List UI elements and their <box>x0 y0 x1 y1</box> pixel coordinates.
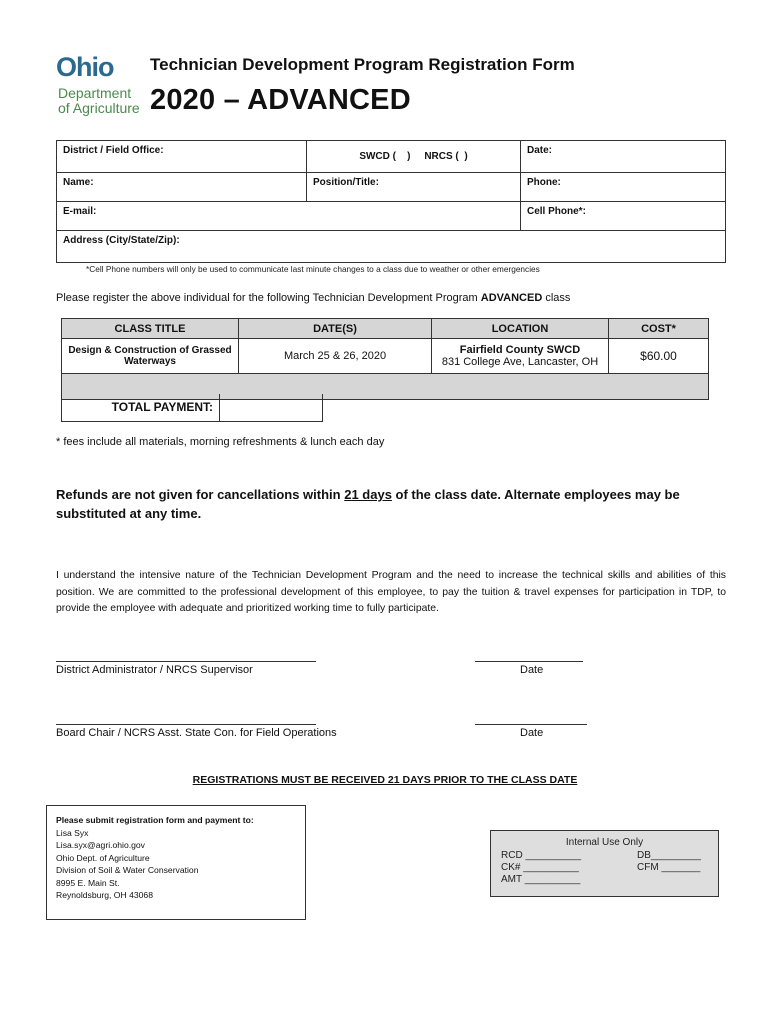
submit-heading: Please submit registration form and payment to: <box>56 815 254 825</box>
class-dates-cell: March 25 & 26, 2020 <box>239 339 432 374</box>
district-field[interactable]: District / Field Office: <box>57 141 307 173</box>
address-field[interactable]: Address (City/State/Zip): <box>57 231 726 263</box>
form-title: Technician Development Program Registration Form <box>150 55 575 74</box>
signature-line-supervisor[interactable] <box>56 661 316 662</box>
class-location-cell <box>432 339 609 374</box>
internal-ck: CK# __________ <box>501 862 579 873</box>
registration-deadline-notice: REGISTRATIONS MUST BE RECEIVED 21 DAYS PRIOR TO THE CLASS DATE <box>192 774 578 786</box>
name-field[interactable]: Name: <box>57 173 307 202</box>
header-dates: DATE(S) <box>239 319 432 339</box>
submit-line: Division of Soil & Water Conservation <box>56 865 199 875</box>
signature-label-board-chair: Board Chair / NCRS Asst. State Con. for Field Operations <box>56 727 337 739</box>
submit-line: 8995 E. Main St. <box>56 877 120 888</box>
submit-line: Lisa Syx <box>56 827 89 838</box>
commitment-statement: I understand the intensive nature of the Technician Development Program and the need to increase the technical skills and abilities of this position. We are committed to the professional development of this employee, to pay the tuition & travel expenses for participation in TDP, to provide the employee with adequate and prioritized working time to fully participate. <box>56 570 726 614</box>
date-label-board-chair: Date <box>520 727 544 739</box>
position-field[interactable]: Position/Title: <box>307 173 521 202</box>
class-cost-cell: $60.00 <box>609 339 709 374</box>
logo-letter-o: O <box>56 52 77 82</box>
total-payment-label: TOTAL PAYMENT: <box>62 394 220 421</box>
swcd-nrcs-choice[interactable]: SWCD ( ) NRCS ( ) <box>307 141 521 173</box>
total-payment-input[interactable] <box>221 394 322 421</box>
cell-phone-note: *Cell Phone numbers will only be used to communicate last minute changes to a class due to weather or other emergencies <box>86 264 540 274</box>
date-label-supervisor: Date <box>520 664 544 676</box>
class-table <box>61 318 709 400</box>
phone-field[interactable]: Phone: <box>521 173 726 202</box>
location-name: Fairfield County SWCD <box>459 344 581 356</box>
logo-word: hio <box>76 52 114 82</box>
header-location: LOCATION <box>432 319 609 339</box>
date-field[interactable]: Date: <box>521 141 726 173</box>
internal-use-title: Internal Use Only <box>565 837 644 848</box>
signature-line-board-chair[interactable] <box>56 724 316 725</box>
submit-line: Reynoldsburg, OH 43068 <box>56 890 153 900</box>
logo-dept-line1: Department <box>58 85 132 101</box>
submit-line: Ohio Dept. of Agriculture <box>56 852 150 863</box>
registrant-info-table <box>56 140 726 263</box>
submit-email: Lisa.syx@agri.ohio.gov <box>56 840 145 850</box>
internal-use-box <box>490 830 719 897</box>
email-field[interactable]: E-mail: <box>57 202 521 231</box>
location-address: 831 College Ave, Lancaster, OH <box>441 356 599 368</box>
internal-amt: AMT __________ <box>501 874 581 885</box>
header-class-title: CLASS TITLE <box>62 319 239 339</box>
internal-rcd: RCD __________ <box>501 850 582 861</box>
fees-note: * fees include all materials, morning refreshments & lunch each day <box>56 436 385 448</box>
date-line-board-chair[interactable] <box>475 724 587 725</box>
internal-db: DB_________ <box>637 850 701 861</box>
cell-phone-field[interactable]: Cell Phone*: <box>521 202 726 231</box>
ohio-agriculture-logo <box>56 52 146 122</box>
refund-policy: Refunds are not given for cancellations within 21 days of the class date. Alternate employees may be substituted at any time. <box>56 487 680 521</box>
header-cost: COST* <box>609 319 709 339</box>
form-subtitle: 2020 – ADVANCED <box>150 84 411 116</box>
submit-to-box <box>46 805 306 920</box>
class-title-cell: Design & Construction of Grassed Waterways <box>62 339 239 374</box>
register-instruction: Please register the above individual for the following Technician Development Program ADVANCED class <box>56 292 571 304</box>
signature-label-supervisor: District Administrator / NRCS Supervisor <box>56 664 253 676</box>
internal-cfm: CFM _______ <box>637 862 701 873</box>
date-line-supervisor[interactable] <box>475 661 583 662</box>
logo-dept-line2: of Agriculture <box>58 100 140 116</box>
total-payment-box <box>61 394 323 422</box>
